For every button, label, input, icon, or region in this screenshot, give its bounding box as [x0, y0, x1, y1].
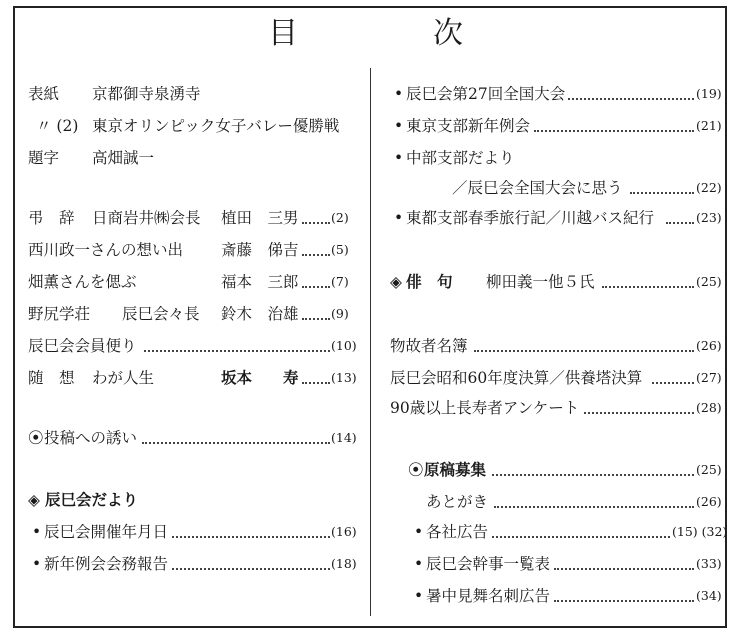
misc-page: (27)	[696, 370, 722, 385]
cover2-value: 東京オリンピック女子バレー優勝戦	[92, 117, 340, 135]
entry-leader	[302, 382, 330, 384]
invite-page: (14)	[331, 430, 357, 445]
invite-title: 投稿への誘い	[44, 429, 138, 447]
title-band	[15, 44, 725, 66]
haiku-authors: 柳田義一他５氏	[486, 273, 595, 291]
misc-item: 辰巳会昭和60年度決算／供養塔決算	[390, 369, 643, 387]
misc-item: 物故者名簿	[390, 337, 468, 355]
right-page: (21)	[696, 118, 722, 133]
tail-item: 暑中見舞名刺広告	[426, 587, 551, 605]
entry-page: (5)	[331, 242, 349, 257]
title-char-left: 目	[268, 16, 300, 51]
tail-page: (34)	[696, 588, 722, 603]
right-item: 辰巳会第27回全国大会	[406, 85, 566, 103]
misc-leader	[474, 350, 694, 352]
right-leader	[666, 222, 694, 224]
right-page: (19)	[696, 86, 722, 101]
calligraphy-label: 題字	[28, 149, 60, 167]
recruit-page: (25)	[696, 462, 722, 477]
news-leader	[172, 568, 330, 570]
calligraphy-value: 高畑誠一	[92, 149, 155, 167]
bullet-icon: •	[414, 555, 424, 573]
diamond-icon: ◈	[28, 491, 40, 509]
entry-title: 西川政一さんの想い出	[28, 241, 184, 259]
right-page: (22)	[696, 180, 722, 195]
entry-leader	[302, 318, 330, 320]
entry-author: 福本 三郎	[221, 273, 299, 291]
tail-item: 各社広告	[426, 523, 489, 541]
entry-leader	[302, 254, 330, 256]
misc-leader	[584, 412, 694, 414]
entry-author: 鈴木 治雄	[221, 305, 299, 323]
entry-page: (9)	[331, 306, 349, 321]
cover2-label: 〃 (2)	[36, 117, 79, 135]
entry-page: (10)	[331, 338, 357, 353]
bullet-icon: •	[394, 117, 404, 135]
title-char-right: 次	[433, 16, 465, 51]
entry-page: (7)	[331, 274, 349, 289]
bullet-icon: •	[414, 523, 424, 541]
invite-leader	[142, 442, 330, 444]
tail-leader	[554, 568, 694, 570]
diamond-icon: ◈	[390, 273, 402, 291]
bullet-icon: •	[394, 149, 404, 167]
entry-title: 辰巳会会員便り	[28, 337, 137, 355]
cover-value: 京都御寺泉湧寺	[92, 85, 201, 103]
misc-page: (26)	[696, 338, 722, 353]
right-leader	[534, 130, 694, 132]
bullet-icon: •	[414, 587, 424, 605]
right-item: 東都支部春季旅行記／川越バス紀行	[406, 209, 655, 227]
haiku-page: (25)	[696, 274, 722, 289]
entry-leader	[144, 350, 330, 352]
misc-item: 90歳以上長寿者アンケート	[390, 399, 580, 417]
entry-title: 随 想	[28, 369, 75, 387]
bullet-icon: •	[394, 209, 404, 227]
target-icon: ⦿	[28, 429, 44, 447]
afterword-title: あとがき	[426, 493, 489, 511]
misc-leader	[652, 382, 694, 384]
misc-page: (28)	[696, 400, 722, 415]
right-item: 東京支部新年例会	[406, 117, 531, 135]
target-icon: ⦿	[408, 461, 424, 479]
recruit-title: 原稿募集	[424, 460, 487, 479]
recruit-leader	[492, 474, 694, 476]
news-heading: 辰巳会だより	[45, 490, 139, 509]
right-leader	[568, 98, 694, 100]
tail-leader	[492, 536, 670, 538]
entry-page: (13)	[331, 370, 357, 385]
right-page: (23)	[696, 210, 722, 225]
entry-page: (2)	[331, 210, 349, 225]
entry-author: 植田 三男	[221, 209, 299, 227]
tail-leader	[554, 600, 694, 602]
right-item: ／辰巳会全国大会に思う	[452, 179, 623, 197]
entry-sub: 辰巳会々長	[122, 305, 200, 323]
entry-author: 斎藤 俤吉	[221, 241, 299, 259]
haiku-leader	[602, 286, 694, 288]
haiku-heading: 俳 句	[406, 272, 453, 291]
news-item: 辰巳会開催年月日	[44, 523, 169, 541]
news-leader	[172, 536, 330, 538]
cover-label: 表紙	[28, 85, 60, 103]
tail-item: 辰巳会幹事一覧表	[426, 555, 551, 573]
entry-title: 野尻学荘	[28, 305, 91, 323]
entry-sub: わが人生	[92, 369, 155, 387]
entry-title: 弔 辞	[28, 209, 75, 227]
afterword-page: (26)	[696, 494, 722, 509]
news-page: (18)	[331, 556, 357, 571]
bullet-icon: •	[394, 85, 404, 103]
right-item: 中部支部だより	[406, 149, 515, 167]
entry-title: 畑薫さんを偲ぶ	[28, 273, 137, 291]
tail-page: (15) (32)	[672, 524, 728, 539]
bullet-icon: •	[32, 523, 42, 541]
right-leader	[630, 192, 694, 194]
news-item: 新年例会会務報告	[44, 555, 169, 573]
entry-leader	[302, 222, 330, 224]
entry-leader	[302, 286, 330, 288]
entry-author: 坂本 寿	[221, 368, 299, 387]
bullet-icon: •	[32, 555, 42, 573]
tail-page: (33)	[696, 556, 722, 571]
entry-sub: 日商岩井㈱会長	[92, 209, 201, 227]
column-divider	[370, 68, 371, 616]
news-page: (16)	[331, 524, 357, 539]
afterword-leader	[494, 506, 694, 508]
